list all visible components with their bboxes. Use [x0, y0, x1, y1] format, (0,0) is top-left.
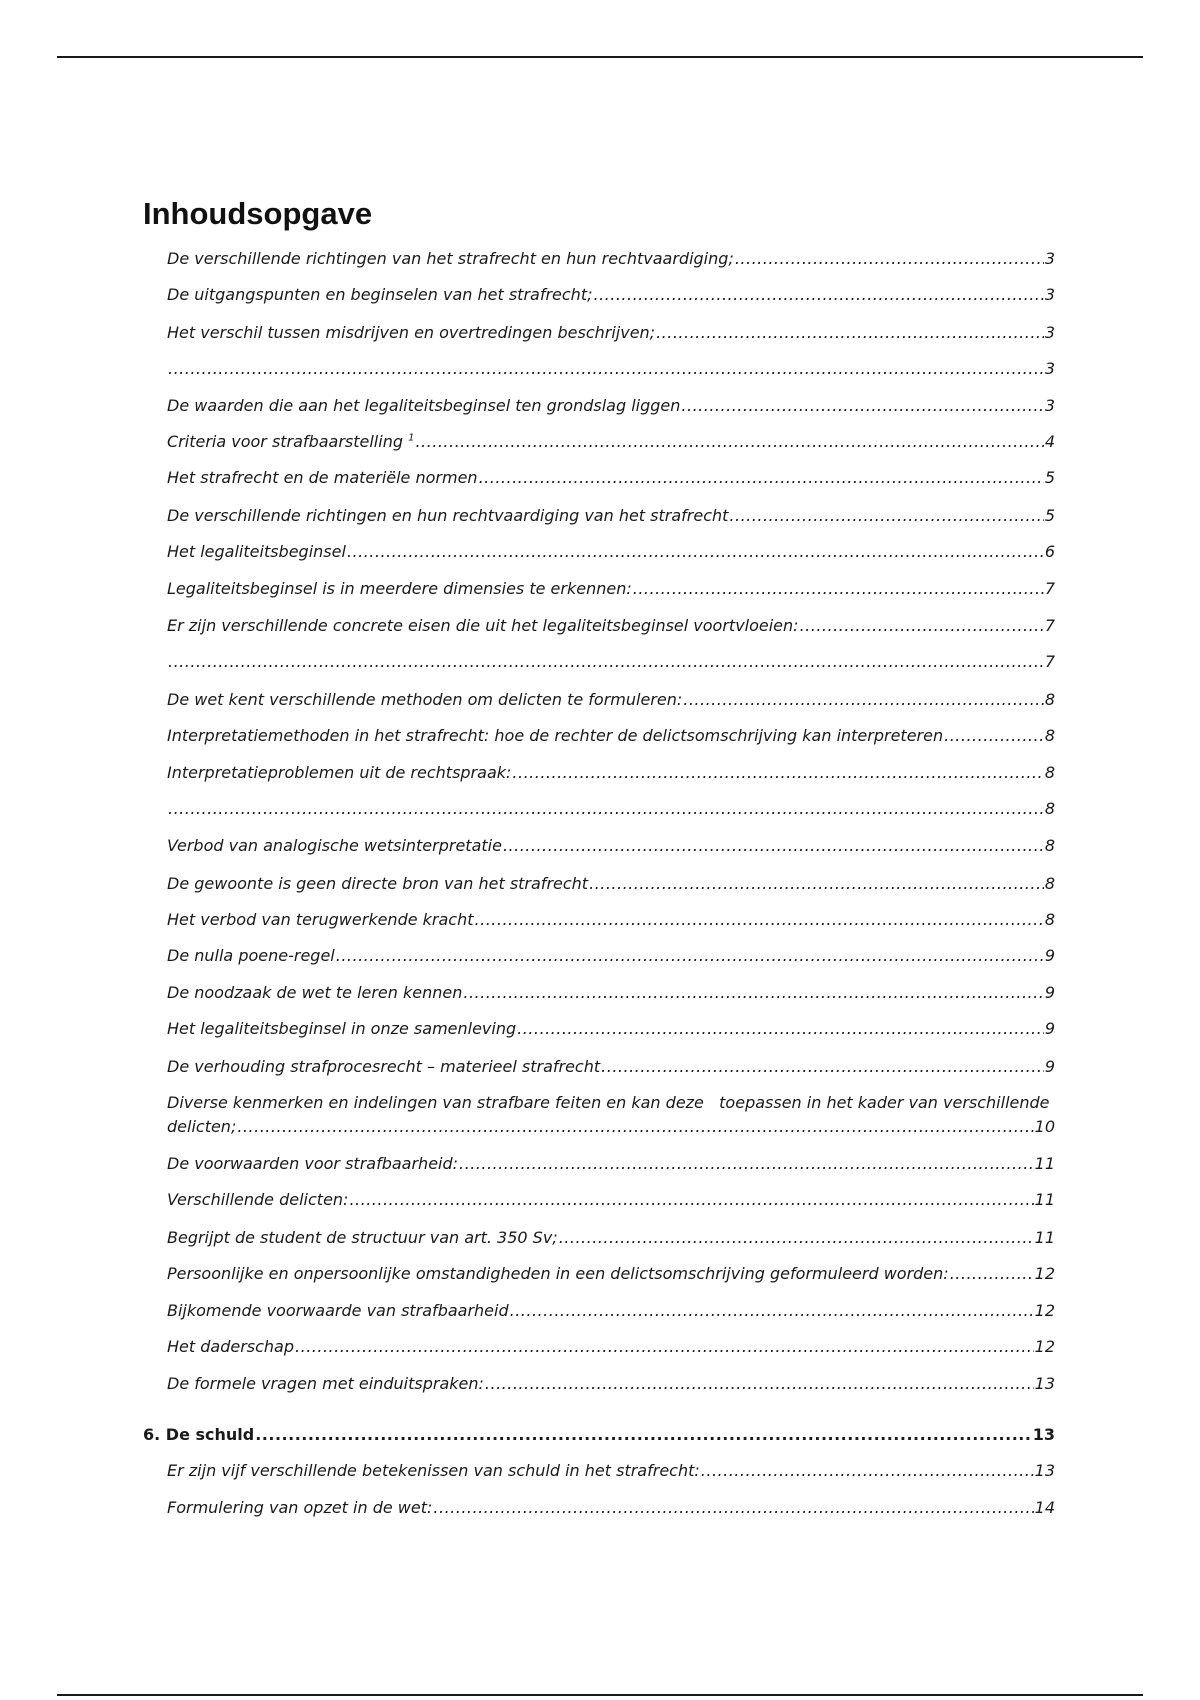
- toc-entry[interactable]: [167, 872, 1055, 896]
- toc-entry-page: 6: [1044, 542, 1055, 561]
- toc-entry-wrapped[interactable]: [167, 1091, 1055, 1139]
- toc-entry[interactable]: [167, 1459, 1055, 1483]
- toc-dot-leader: [475, 908, 1044, 932]
- toc-entry[interactable]: [167, 321, 1055, 345]
- toc-entry-label: Verbod van analogische wetsinterpretatie: [167, 836, 502, 855]
- toc-entry[interactable]: [167, 834, 1055, 858]
- toc-entry-label: [167, 430, 414, 454]
- toc-entry[interactable]: [167, 614, 1055, 638]
- toc-entry-page: 8: [1044, 726, 1055, 745]
- toc-dot-leader: [681, 394, 1043, 418]
- toc-entry-label: Het legaliteitsbeginsel: [167, 542, 346, 561]
- toc-entry-label: De verhouding strafprocesrecht – materieel strafrecht: [167, 1057, 601, 1076]
- toc-entry-label: De formele vragen met einduitspraken:: [167, 1374, 484, 1393]
- toc-dot-leader: [347, 540, 1044, 564]
- toc-entry-label: 6. De schuld: [143, 1425, 255, 1444]
- toc-entry-page: 7: [1044, 616, 1055, 635]
- toc-entry-page: 11: [1034, 1154, 1055, 1173]
- toc-entry-label: Er zijn verschillende concrete eisen die uit het legaliteitsbeginsel voortvloeien:: [167, 616, 799, 635]
- toc-dot-leader: [517, 1017, 1044, 1041]
- toc-entry[interactable]: [167, 577, 1055, 601]
- toc-entry-label-line2: delicten;: [167, 1117, 237, 1136]
- toc-entry-label: Legaliteitsbeginsel is in meerdere dimensies te erkennen:: [167, 579, 632, 598]
- toc-entry[interactable]: [167, 1152, 1055, 1176]
- toc-entry-label: De gewoonte is geen directe bron van het strafrecht: [167, 874, 589, 893]
- toc-dot-leader: [237, 1115, 1033, 1139]
- toc-entry-page: 13: [1034, 1461, 1055, 1480]
- toc-entry-label: Bijkomende voorwaarde van strafbaarheid: [167, 1301, 509, 1320]
- toc-chapter-entry[interactable]: [143, 1423, 1055, 1447]
- toc-entry-page: 5: [1044, 506, 1055, 525]
- toc-entry-page: 3: [1044, 359, 1055, 378]
- toc-dot-leader: [463, 981, 1043, 1005]
- toc-dot-leader: [295, 1335, 1034, 1359]
- toc-dot-leader: [944, 724, 1044, 748]
- toc-dot-leader: [168, 357, 1044, 381]
- toc-entry-page: 7: [1044, 652, 1055, 671]
- toc-entry-page: 8: [1044, 763, 1055, 782]
- toc-dot-leader: [800, 614, 1044, 638]
- toc-dot-leader: [701, 1459, 1034, 1483]
- toc-entry-page: 8: [1044, 836, 1055, 855]
- toc-entry-page: 3: [1044, 249, 1055, 268]
- toc-entry-label: Persoonlijke en onpersoonlijke omstandigheden in een delictsomschrijving geformuleerd worden:: [167, 1264, 949, 1283]
- toc-dot-leader: [510, 1299, 1034, 1323]
- toc-entry-page: 8: [1044, 874, 1055, 893]
- toc-entry[interactable]: [167, 283, 1055, 307]
- toc-dot-leader: [168, 650, 1044, 674]
- toc-dot-leader: [349, 1188, 1033, 1212]
- toc-entry-label: Het legaliteitsbeginsel in onze samenleving: [167, 1019, 517, 1038]
- toc-entry-label: Interpretatieproblemen uit de rechtspraak:: [167, 763, 512, 782]
- toc-entry[interactable]: [167, 761, 1055, 785]
- toc-entry-page: 11: [1034, 1190, 1055, 1209]
- toc-entry-label: Formulering van opzet in de wet:: [167, 1498, 433, 1517]
- toc-dot-leader: [589, 872, 1044, 896]
- toc-entry-label: Diverse kenmerken en indelingen van strafbare feiten en kan deze toepassen in het kader van verschillende: [167, 1093, 1050, 1112]
- toc-entry-page: 3: [1044, 323, 1055, 342]
- toc-dot-leader: [433, 1496, 1033, 1520]
- toc-entry-label: Verschillende delicten:: [167, 1190, 349, 1209]
- toc-entry-label: Het verschil tussen misdrijven en overtredingen beschrijven;: [167, 323, 656, 342]
- toc-entry-page: 13: [1032, 1425, 1055, 1444]
- toc-entry[interactable]: [167, 540, 1055, 564]
- toc-dot-leader: [601, 1055, 1044, 1079]
- toc-entry-page: 9: [1044, 1057, 1055, 1076]
- toc-entry[interactable]: [167, 981, 1055, 1005]
- toc-entry-page: 12: [1034, 1337, 1055, 1356]
- toc-entry[interactable]: [167, 1017, 1055, 1041]
- toc-entry-page: 3: [1044, 285, 1055, 304]
- toc-entry-label: Het verbod van terugwerkende kracht: [167, 910, 474, 929]
- toc-entry-label: De verschillende richtingen en hun rechtvaardiging van het strafrecht: [167, 506, 729, 525]
- toc-entry-page: 8: [1044, 910, 1055, 929]
- toc-dot-leader: [512, 761, 1043, 785]
- footnote-marker: 1: [408, 432, 415, 444]
- toc-dot-leader: [950, 1262, 1034, 1286]
- toc-entry-page: 8: [1044, 799, 1055, 818]
- toc-entry[interactable]: [167, 466, 1055, 490]
- toc-entry-empty[interactable]: [167, 797, 1055, 821]
- toc-entry[interactable]: [167, 1372, 1055, 1396]
- toc-entry-label: De waarden die aan het legaliteitsbeginsel ten grondslag liggen: [167, 396, 681, 415]
- toc-entry-label: Begrijpt de student de structuur van art. 350 Sv;: [167, 1228, 558, 1247]
- toc-dot-leader: [656, 321, 1044, 345]
- toc-entry-label: Er zijn vijf verschillende betekenissen van schuld in het strafrecht:: [167, 1461, 700, 1480]
- toc-entry[interactable]: [167, 944, 1055, 968]
- toc-dot-leader: [336, 944, 1044, 968]
- toc-entry-label: Het daderschap: [167, 1337, 295, 1356]
- toc-entry-label: De nulla poene-regel: [167, 946, 335, 965]
- toc-entry[interactable]: [167, 1496, 1055, 1520]
- toc-entry[interactable]: [167, 247, 1055, 271]
- toc-dot-leader: [633, 577, 1044, 601]
- toc-entry-empty[interactable]: [167, 357, 1055, 381]
- toc-entry-text: Criteria voor strafbaarstelling: [167, 432, 403, 451]
- toc-entry[interactable]: [167, 394, 1055, 418]
- toc-dot-leader: [503, 834, 1044, 858]
- toc-entry-page: 12: [1034, 1264, 1055, 1283]
- toc-entry-page: 8: [1044, 690, 1055, 709]
- toc-entry-label: Interpretatiemethoden in het strafrecht: hoe de rechter de delictsomschrijving kan interpreteren: [167, 726, 944, 745]
- toc-entry[interactable]: [167, 1055, 1055, 1079]
- footer-rule: [57, 1694, 1143, 1696]
- toc-entry-page: 10: [1034, 1117, 1055, 1136]
- toc-entry-page: 9: [1044, 983, 1055, 1002]
- toc-entry-label: De wet kent verschillende methoden om delicten te formuleren:: [167, 690, 683, 709]
- toc-entry[interactable]: [167, 1262, 1055, 1286]
- toc-entry-label: Het strafrecht en de materiële normen: [167, 468, 478, 487]
- toc-entry[interactable]: [167, 724, 1055, 748]
- toc-entry[interactable]: [167, 504, 1055, 528]
- toc-entry-label: De voorwaarden voor strafbaarheid:: [167, 1154, 459, 1173]
- toc-entry-page: 3: [1044, 396, 1055, 415]
- toc-entry-label: De verschillende richtingen van het strafrecht en hun rechtvaardiging;: [167, 249, 734, 268]
- toc-entry-empty[interactable]: [167, 650, 1055, 674]
- toc-dot-leader: [559, 1226, 1034, 1250]
- toc-dot-leader: [683, 688, 1044, 712]
- toc-entry-page: 7: [1044, 579, 1055, 598]
- toc-entry[interactable]: [167, 1226, 1055, 1250]
- toc-entry[interactable]: [167, 1335, 1055, 1359]
- toc-entry-page: 9: [1044, 946, 1055, 965]
- toc-entry[interactable]: [167, 688, 1055, 712]
- toc-entry-page: 9: [1044, 1019, 1055, 1038]
- toc-entry[interactable]: [167, 1299, 1055, 1323]
- toc-entry-label: De noodzaak de wet te leren kennen: [167, 983, 463, 1002]
- toc-dot-leader: [485, 1372, 1034, 1396]
- page-title: Inhoudsopgave: [143, 196, 373, 231]
- toc-dot-leader: [168, 797, 1044, 821]
- toc-entry[interactable]: [167, 908, 1055, 932]
- toc-entry-page: 13: [1034, 1374, 1055, 1393]
- toc-entry-label: De uitgangspunten en beginselen van het strafrecht;: [167, 285, 593, 304]
- toc-dot-leader: [593, 283, 1043, 307]
- toc-entry-page: 14: [1034, 1498, 1055, 1517]
- toc-dot-leader: [255, 1423, 1032, 1447]
- toc-dot-leader: [415, 430, 1043, 454]
- toc-entry-page: 12: [1034, 1301, 1055, 1320]
- toc-entry-page: 5: [1044, 468, 1055, 487]
- toc-entry[interactable]: [167, 1188, 1055, 1212]
- toc-entry-page: 4: [1044, 432, 1055, 451]
- toc-dot-leader: [735, 247, 1044, 271]
- toc-entry[interactable]: [167, 430, 1055, 454]
- toc-dot-leader: [479, 466, 1044, 490]
- toc-dot-leader: [459, 1152, 1034, 1176]
- toc-dot-leader: [729, 504, 1043, 528]
- toc-entry-page: 11: [1034, 1228, 1055, 1247]
- toc-entry-continuation: [167, 1115, 1055, 1139]
